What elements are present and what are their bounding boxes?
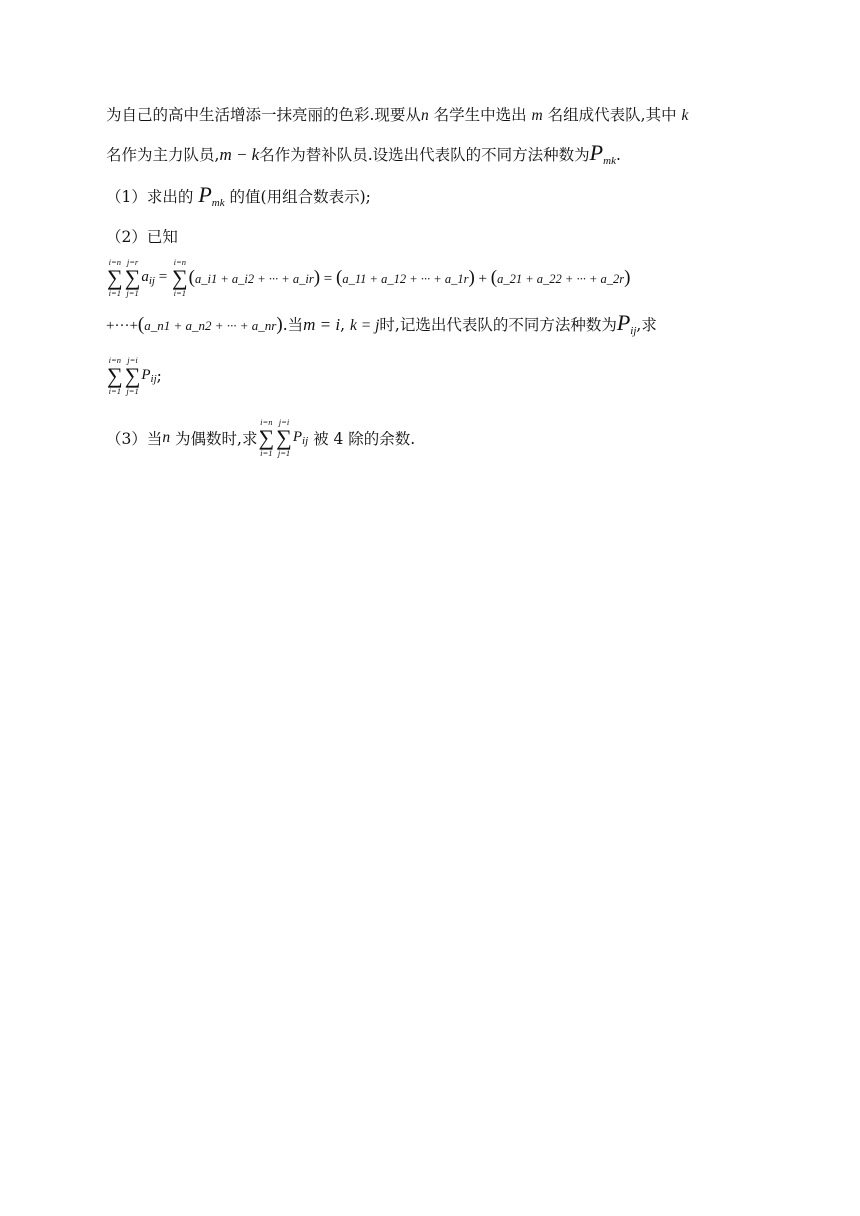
sum-symbol: j=i ∑ j=1 bbox=[276, 417, 292, 458]
intro-line-2 bbox=[106, 142, 621, 172]
var-m: m bbox=[531, 107, 543, 124]
intro-text: 为自己的高中生活增添一抹亮丽的色彩.现要从 bbox=[106, 106, 421, 124]
group-n: a_n1 + a_n2 + ··· + a_nr bbox=[144, 318, 277, 333]
group-2: a_21 + a_22 + ··· + a_2r bbox=[497, 272, 625, 286]
ellipsis-prefix: +···+ bbox=[106, 318, 138, 334]
var-P: P bbox=[292, 429, 303, 445]
condition-k: k = j bbox=[349, 317, 380, 334]
q2-label: （2）已知 bbox=[106, 228, 178, 246]
q2-ask: ,求 bbox=[636, 316, 657, 334]
condition-m: m = i bbox=[303, 315, 341, 334]
q3-rest: 被 4 除的余数. bbox=[313, 430, 416, 448]
P-subscript: ij bbox=[150, 373, 157, 385]
sum-symbol: j=i ∑ j=1 bbox=[124, 355, 141, 396]
P-subscript: mk bbox=[603, 155, 616, 167]
intro-text: 名组成代表队,其中 bbox=[542, 106, 682, 124]
P-subscript: ij bbox=[630, 325, 637, 337]
var-P: P bbox=[616, 310, 631, 335]
q1-label: （1）求出的 bbox=[106, 188, 194, 206]
sum-symbol: i=n ∑ i=1 bbox=[107, 355, 123, 396]
q2-text: 时,记选出代表队的不同方法种数为 bbox=[379, 316, 617, 334]
q2-line-3 bbox=[106, 356, 162, 396]
P-subscript: mk bbox=[211, 197, 225, 209]
expr-m-minus-k: m − k bbox=[219, 145, 260, 164]
sum-symbol: j=r ∑ j=1 bbox=[124, 257, 141, 298]
var-n: n bbox=[162, 429, 171, 446]
intro-text: 名作为替补队员.设选出代表队的不同方法种数为 bbox=[259, 146, 590, 164]
q3-label: （3）当 bbox=[106, 430, 163, 448]
q2-formula: i=n ∑ i=1 j=r ∑ j=1 $a_{ij}$ = i=n ∑ i=1 (a_i1 + a_i2 + ··· + a_ir) = (a_11 + a_12 + ··· + a_1r) + (a_21 + a_22 + ··· + a_2r) bbox=[107, 257, 631, 298]
q2-when: .当 bbox=[282, 316, 304, 334]
var-P: P bbox=[198, 182, 212, 207]
question-3 bbox=[106, 418, 415, 458]
intro-end: . bbox=[615, 146, 621, 164]
group-1: a_11 + a_12 + ··· + a_1r bbox=[342, 272, 469, 286]
var-P: P bbox=[141, 367, 151, 383]
q1-text: 的值(用组合数表示); bbox=[229, 188, 371, 206]
term-a-subscript: ij bbox=[148, 275, 155, 287]
inner-sum: a_i1 + a_i2 + ··· + a_ir bbox=[194, 272, 314, 286]
var-k: k bbox=[681, 107, 689, 124]
sum-symbol: i=n ∑ i=1 bbox=[258, 417, 275, 458]
sum-symbol: i=n ∑ i=1 bbox=[171, 257, 188, 298]
P-subscript: ij bbox=[302, 435, 309, 447]
sum-symbol: i=n ∑ i=1 bbox=[107, 257, 123, 298]
question-2-label bbox=[106, 226, 178, 248]
equals-sign: = bbox=[158, 269, 168, 285]
question-1 bbox=[106, 184, 371, 214]
q2-line-2: +···+(a_n1 + a_n2 + ··· + a_nr).当m = i, k = j时,记选出代表队的不同方法种数为$P_{ij}$,求 bbox=[106, 310, 657, 337]
q3-text: 为偶数时,求 bbox=[170, 430, 258, 448]
intro-line-1 bbox=[106, 104, 688, 127]
var-n: n bbox=[420, 107, 429, 124]
q2-end: ; bbox=[156, 367, 162, 385]
term-a: a bbox=[141, 269, 149, 285]
intro-text: 名学生中选出 bbox=[428, 106, 532, 124]
intro-text: 名作为主力队员, bbox=[106, 146, 220, 164]
var-P: P bbox=[589, 140, 604, 165]
